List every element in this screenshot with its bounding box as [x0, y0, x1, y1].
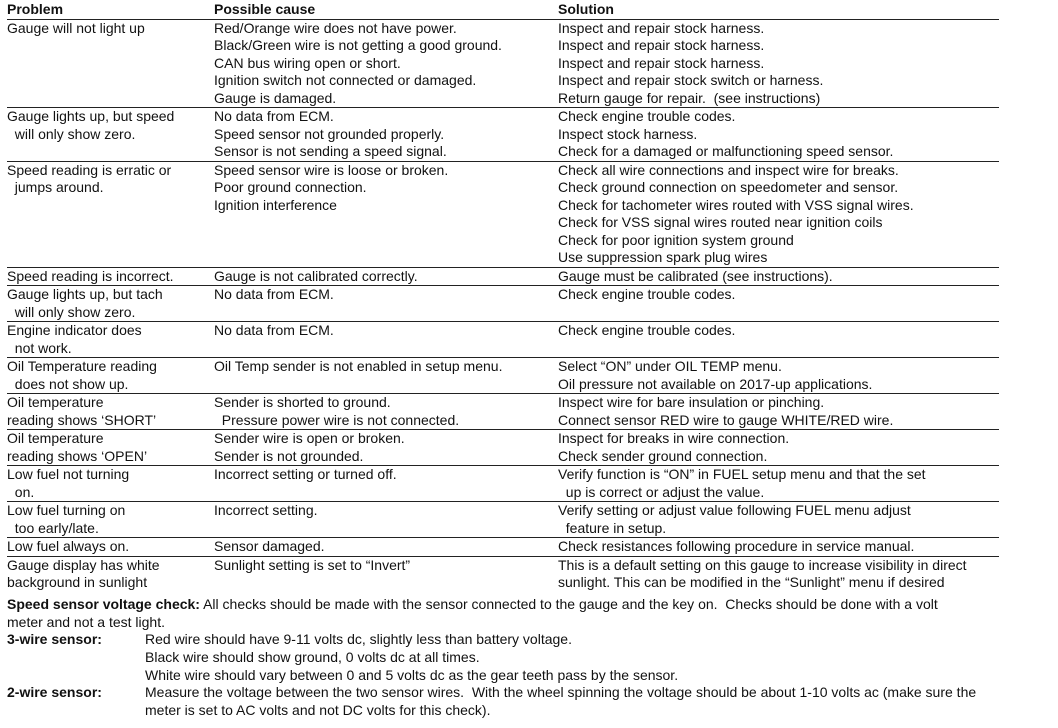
cause-text: Poor ground connection.	[214, 179, 367, 195]
solution-text: Check for poor ignition system ground	[558, 231, 794, 248]
table-row	[7, 502, 999, 538]
problem-text: will only show zero.	[7, 125, 136, 142]
cause-text: Sender is shorted to ground.	[214, 394, 391, 410]
problem-text: Oil temperature	[7, 394, 104, 410]
solution-text: This is a default setting on this gauge to increase visibility in direct	[558, 556, 967, 573]
problem-cell	[7, 268, 207, 286]
problem-text: background in sunlight	[7, 574, 148, 590]
table-row	[7, 268, 999, 287]
solution-text: Select “ON” under OIL TEMP menu.	[558, 358, 782, 374]
cause-cell	[214, 286, 554, 304]
solution-cell	[558, 20, 999, 108]
solution-cell	[558, 286, 999, 304]
cause-text: Sensor damaged.	[214, 538, 325, 554]
solution-text: Inspect and repair stock switch or harness.	[558, 72, 824, 88]
cause-cell	[214, 466, 554, 484]
problem-text: reading shows ‘SHORT’	[7, 411, 157, 428]
solution-text: Verify function is “ON” in FUEL setup menu and that the set	[558, 466, 926, 482]
cause-text: Sensor is not sending a speed signal.	[214, 143, 447, 159]
solution-text: Check ground connection on speedometer and sensor.	[558, 179, 899, 195]
problem-cell	[7, 502, 207, 537]
solution-cell	[558, 162, 999, 267]
problem-text: Oil temperature	[7, 430, 104, 446]
problem-text: reading shows ‘OPEN’	[7, 447, 148, 464]
problem-cell	[7, 430, 207, 465]
solution-cell	[558, 538, 999, 556]
cause-text: No data from ECM.	[214, 322, 334, 338]
solution-text: Check resistances following procedure in service manual.	[558, 538, 915, 554]
problem-text: on.	[7, 483, 35, 500]
problem-cell	[7, 286, 207, 321]
problem-cell	[7, 162, 207, 197]
cause-cell	[214, 557, 554, 575]
solution-cell	[558, 466, 999, 501]
cause-cell	[214, 162, 554, 215]
two-wire-label: 2-wire sensor:	[7, 684, 102, 701]
two-wire-line: Measure the voltage between the two sensor wires. With the wheel spinning the voltage should be about 1-10 volts ac (make sure the	[145, 684, 977, 701]
cause-cell	[214, 322, 554, 340]
table-row	[7, 108, 999, 162]
cause-text: CAN bus wiring open or short.	[214, 54, 401, 71]
cause-text: Gauge is damaged.	[214, 89, 337, 106]
cause-text: No data from ECM.	[214, 286, 334, 302]
three-wire-label: 3-wire sensor:	[7, 631, 102, 648]
problem-text: Oil Temperature reading	[7, 358, 157, 374]
cause-cell	[214, 20, 554, 108]
solution-text: Inspect wire for bare insulation or pinching.	[558, 394, 825, 410]
solution-text: Check sender ground connection.	[558, 447, 768, 464]
solution-text: Check for VSS signal wires routed near ignition coils	[558, 214, 883, 230]
solution-cell	[558, 268, 999, 286]
speed-check-text: All checks should be made with the sensor connected to the gauge and the key on. Checks should be done with a volt	[199, 596, 938, 612]
cause-cell	[214, 358, 554, 376]
solution-cell	[558, 394, 999, 429]
table-row	[7, 394, 999, 430]
problem-text: does not show up.	[7, 375, 129, 392]
cause-text: Ignition switch not connected or damaged.	[214, 72, 477, 88]
problem-text: Gauge display has white	[7, 556, 160, 573]
problem-text: jumps around.	[7, 179, 104, 195]
cause-text: Incorrect setting or turned off.	[214, 466, 397, 482]
table-row	[7, 162, 999, 268]
three-wire-line: Red wire should have 9-11 volts dc, slightly less than battery voltage.	[145, 631, 572, 648]
cause-cell	[214, 430, 554, 465]
cause-text: No data from ECM.	[214, 108, 334, 124]
solution-text: Return gauge for repair. (see instructions)	[558, 89, 821, 106]
cause-text: Red/Orange wire does not have power.	[214, 19, 457, 36]
solution-text: Use suppression spark plug wires	[558, 249, 768, 265]
solution-text: Check for a damaged or malfunctioning speed sensor.	[558, 143, 894, 159]
solution-text: Inspect and repair stock harness.	[558, 19, 765, 36]
problem-text: Gauge lights up, but tach	[7, 286, 163, 302]
cause-cell	[214, 502, 554, 520]
cause-text: Incorrect setting.	[214, 502, 318, 518]
problem-text: Low fuel turning on	[7, 502, 126, 518]
header-problem: Problem	[7, 1, 64, 17]
cause-text: Oil Temp sender is not enabled in setup menu.	[214, 358, 503, 374]
solution-text: Inspect stock harness.	[558, 125, 698, 142]
solution-cell	[558, 108, 999, 161]
solution-text: Check engine trouble codes.	[558, 286, 736, 302]
header-cause: Possible cause	[214, 1, 316, 17]
cause-cell	[214, 394, 554, 429]
solution-cell	[558, 358, 999, 393]
cause-text: Speed sensor not grounded properly.	[214, 125, 445, 142]
solution-text: Inspect for breaks in wire connection.	[558, 430, 790, 446]
problem-cell	[7, 466, 207, 501]
solution-text: Gauge must be calibrated (see instructions).	[558, 267, 833, 284]
table-row	[7, 286, 999, 322]
solution-text: Inspect and repair stock harness.	[558, 54, 765, 71]
solution-cell	[558, 557, 999, 592]
problem-text: Low fuel always on.	[7, 538, 130, 554]
problem-text: Speed reading is erratic or	[7, 161, 172, 178]
table-row	[7, 322, 999, 358]
cause-cell	[214, 108, 554, 161]
cause-text: Ignition interference	[214, 196, 337, 213]
problem-text: Engine indicator does	[7, 322, 142, 338]
cause-text: Pressure power wire is not connected.	[214, 411, 460, 428]
table-row	[7, 430, 999, 466]
solution-text: feature in setup.	[558, 519, 667, 536]
speed-check-title: Speed sensor voltage check:	[7, 596, 200, 612]
cause-text: Sunlight setting is set to “Invert”	[214, 556, 411, 573]
solution-text: Check engine trouble codes.	[558, 108, 736, 124]
problem-text: not work.	[7, 339, 72, 356]
two-wire-line: meter is set to AC volts and not DC volts for this check).	[145, 702, 491, 719]
speed-sensor-notes	[7, 596, 1053, 720]
solution-text: sunlight. This can be modified in the “Sunlight” menu if desired	[558, 574, 945, 590]
problem-text: Gauge lights up, but speed	[7, 108, 175, 124]
table-row	[7, 538, 999, 557]
problem-cell	[7, 358, 207, 393]
solution-text: Oil pressure not available on 2017-up applications.	[558, 375, 873, 392]
problem-cell	[7, 538, 207, 556]
problem-text: Speed reading is incorrect.	[7, 267, 174, 284]
cause-text: Black/Green wire is not getting a good ground.	[214, 37, 502, 53]
table-row	[7, 358, 999, 394]
cause-text: Sender is not grounded.	[214, 447, 364, 464]
problem-cell	[7, 394, 207, 429]
problem-text: Low fuel not turning	[7, 466, 130, 482]
table-row	[7, 20, 999, 109]
cause-cell	[214, 538, 554, 556]
problem-cell	[7, 108, 207, 143]
solution-cell	[558, 502, 999, 537]
speed-check-text2: meter and not a test light.	[7, 613, 165, 630]
cause-text: Speed sensor wire is loose or broken.	[214, 161, 449, 178]
table-row	[7, 557, 999, 592]
cause-text: Sender wire is open or broken.	[214, 430, 405, 446]
solution-text: Check for tachometer wires routed with VSS signal wires.	[558, 196, 914, 213]
problem-text: will only show zero.	[7, 303, 136, 320]
troubleshooting-table	[7, 1, 999, 592]
solution-text: Inspect and repair stock harness.	[558, 37, 765, 53]
solution-cell	[558, 322, 999, 340]
solution-text: Connect sensor RED wire to gauge WHITE/RED wire.	[558, 411, 894, 428]
problem-text: too early/late.	[7, 519, 99, 536]
cause-text: Gauge is not calibrated correctly.	[214, 267, 418, 284]
solution-text: Check all wire connections and inspect wire for breaks.	[558, 161, 899, 178]
solution-text: Check engine trouble codes.	[558, 322, 736, 338]
cause-cell	[214, 268, 554, 286]
three-wire-line: Black wire should show ground, 0 volts dc at all times.	[145, 649, 480, 666]
table-header	[7, 1, 999, 20]
solution-cell	[558, 430, 999, 465]
solution-text: Verify setting or adjust value following FUEL menu adjust	[558, 502, 911, 518]
table-row	[7, 466, 999, 502]
solution-text: up is correct or adjust the value.	[558, 483, 765, 500]
problem-cell	[7, 322, 207, 357]
problem-cell	[7, 557, 207, 592]
three-wire-line: White wire should vary between 0 and 5 volts dc as the gear teeth pass by the sensor.	[145, 666, 679, 683]
header-solution: Solution	[558, 1, 614, 17]
problem-text: Gauge will not light up	[7, 19, 145, 36]
problem-cell	[7, 20, 207, 38]
